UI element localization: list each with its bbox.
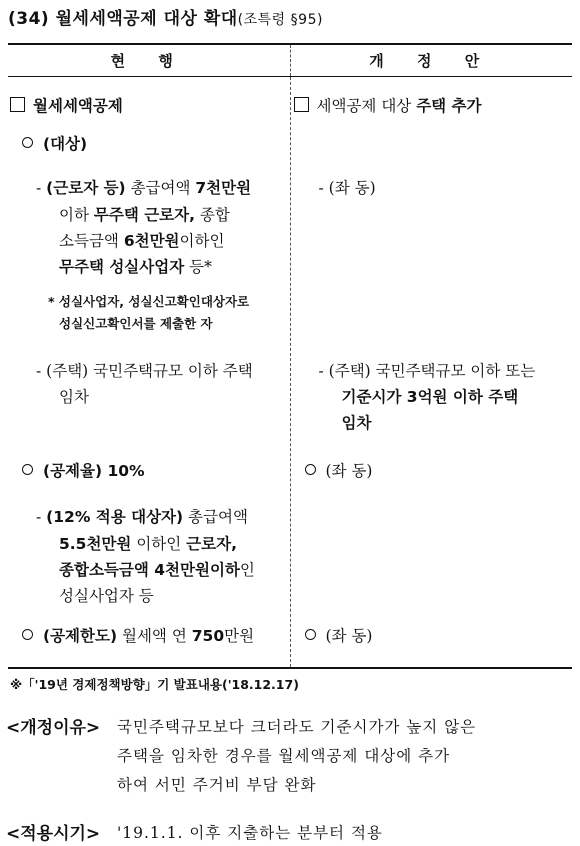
reason-label: <개정이유> — [6, 718, 101, 738]
apply-label: <적용시기> — [6, 824, 101, 844]
square-bullet-icon — [10, 97, 25, 112]
current-house-line-2: 임차 — [59, 388, 89, 406]
apply-text: '19.1.1. 이후 지출하는 분부터 적용 — [117, 824, 383, 842]
revised-same-3: (좌 동) — [305, 624, 373, 646]
revised-house-line-3: 임차 — [341, 414, 372, 432]
revised-house-line-1: - (주택) 국민주택규모 이하 또는 — [318, 362, 536, 380]
revised-same-2: (좌 동) — [305, 459, 373, 481]
title-reference: (조특령 §95) — [237, 12, 323, 28]
target-label: (대상) — [22, 132, 87, 154]
circle-bullet-icon — [305, 464, 316, 475]
comparison-table — [8, 43, 572, 669]
worker-condition-line-3: 소득금액 6천만원이하인 — [59, 232, 225, 250]
reason-line-3: 하여 서민 주거비 부담 완화 — [117, 776, 317, 794]
worker-condition-line-4: 무주택 성실사업자 등* — [59, 258, 212, 276]
header-current: 현 행 — [8, 44, 290, 77]
circle-bullet-icon — [22, 629, 33, 640]
footnote-line-1: * 성실사업자, 성실신고확인대상자로 — [48, 294, 250, 309]
title-main: (34) 월세세액공제 대상 확대 — [8, 9, 238, 29]
current-heading: 월세세액공제 — [10, 94, 123, 116]
rate-label: (공제율) 10% — [22, 459, 145, 481]
rate12-line-4: 성실사업자 등 — [59, 587, 154, 605]
limit-line: (공제한도) 월세액 연 750만원 — [22, 624, 254, 646]
circle-bullet-icon — [22, 137, 33, 148]
current-column — [8, 77, 290, 669]
revised-heading: 세액공제 대상 주택 추가 — [294, 94, 482, 116]
worker-condition-line-1: - (근로자 등) 총급여액 7천만원 — [36, 179, 252, 197]
source-note: ※「'19년 경제정책방향」기 발표내용('18.12.17) — [10, 677, 299, 692]
page-title — [8, 4, 323, 29]
revised-house-line-2: 기준시가 3억원 이하 주택 — [341, 388, 519, 406]
rate12-line-1: - (12% 적용 대상자) 총급여액 — [36, 508, 248, 526]
revised-column — [290, 77, 572, 669]
reason-line-1: 국민주택규모보다 크더라도 기준시가가 높지 않은 — [117, 718, 477, 736]
rate12-line-2: 5.5천만원 이하인 근로자, — [59, 535, 237, 553]
circle-bullet-icon — [305, 629, 316, 640]
circle-bullet-icon — [22, 464, 33, 475]
current-house-line-1: - (주택) 국민주택규모 이하 주택 — [36, 362, 253, 380]
square-bullet-icon — [294, 97, 309, 112]
rate12-line-3: 종합소득금액 4천만원이하인 — [59, 561, 255, 579]
header-revised: 개 정 안 — [290, 44, 572, 77]
worker-condition-line-2: 이하 무주택 근로자, 종합 — [59, 206, 230, 224]
reason-line-2: 주택을 임차한 경우를 월세액공제 대상에 추가 — [117, 747, 451, 765]
revised-same-1: - (좌 동) — [318, 179, 376, 197]
footnote-line-2: 성실신고확인서를 제출한 자 — [59, 316, 213, 331]
